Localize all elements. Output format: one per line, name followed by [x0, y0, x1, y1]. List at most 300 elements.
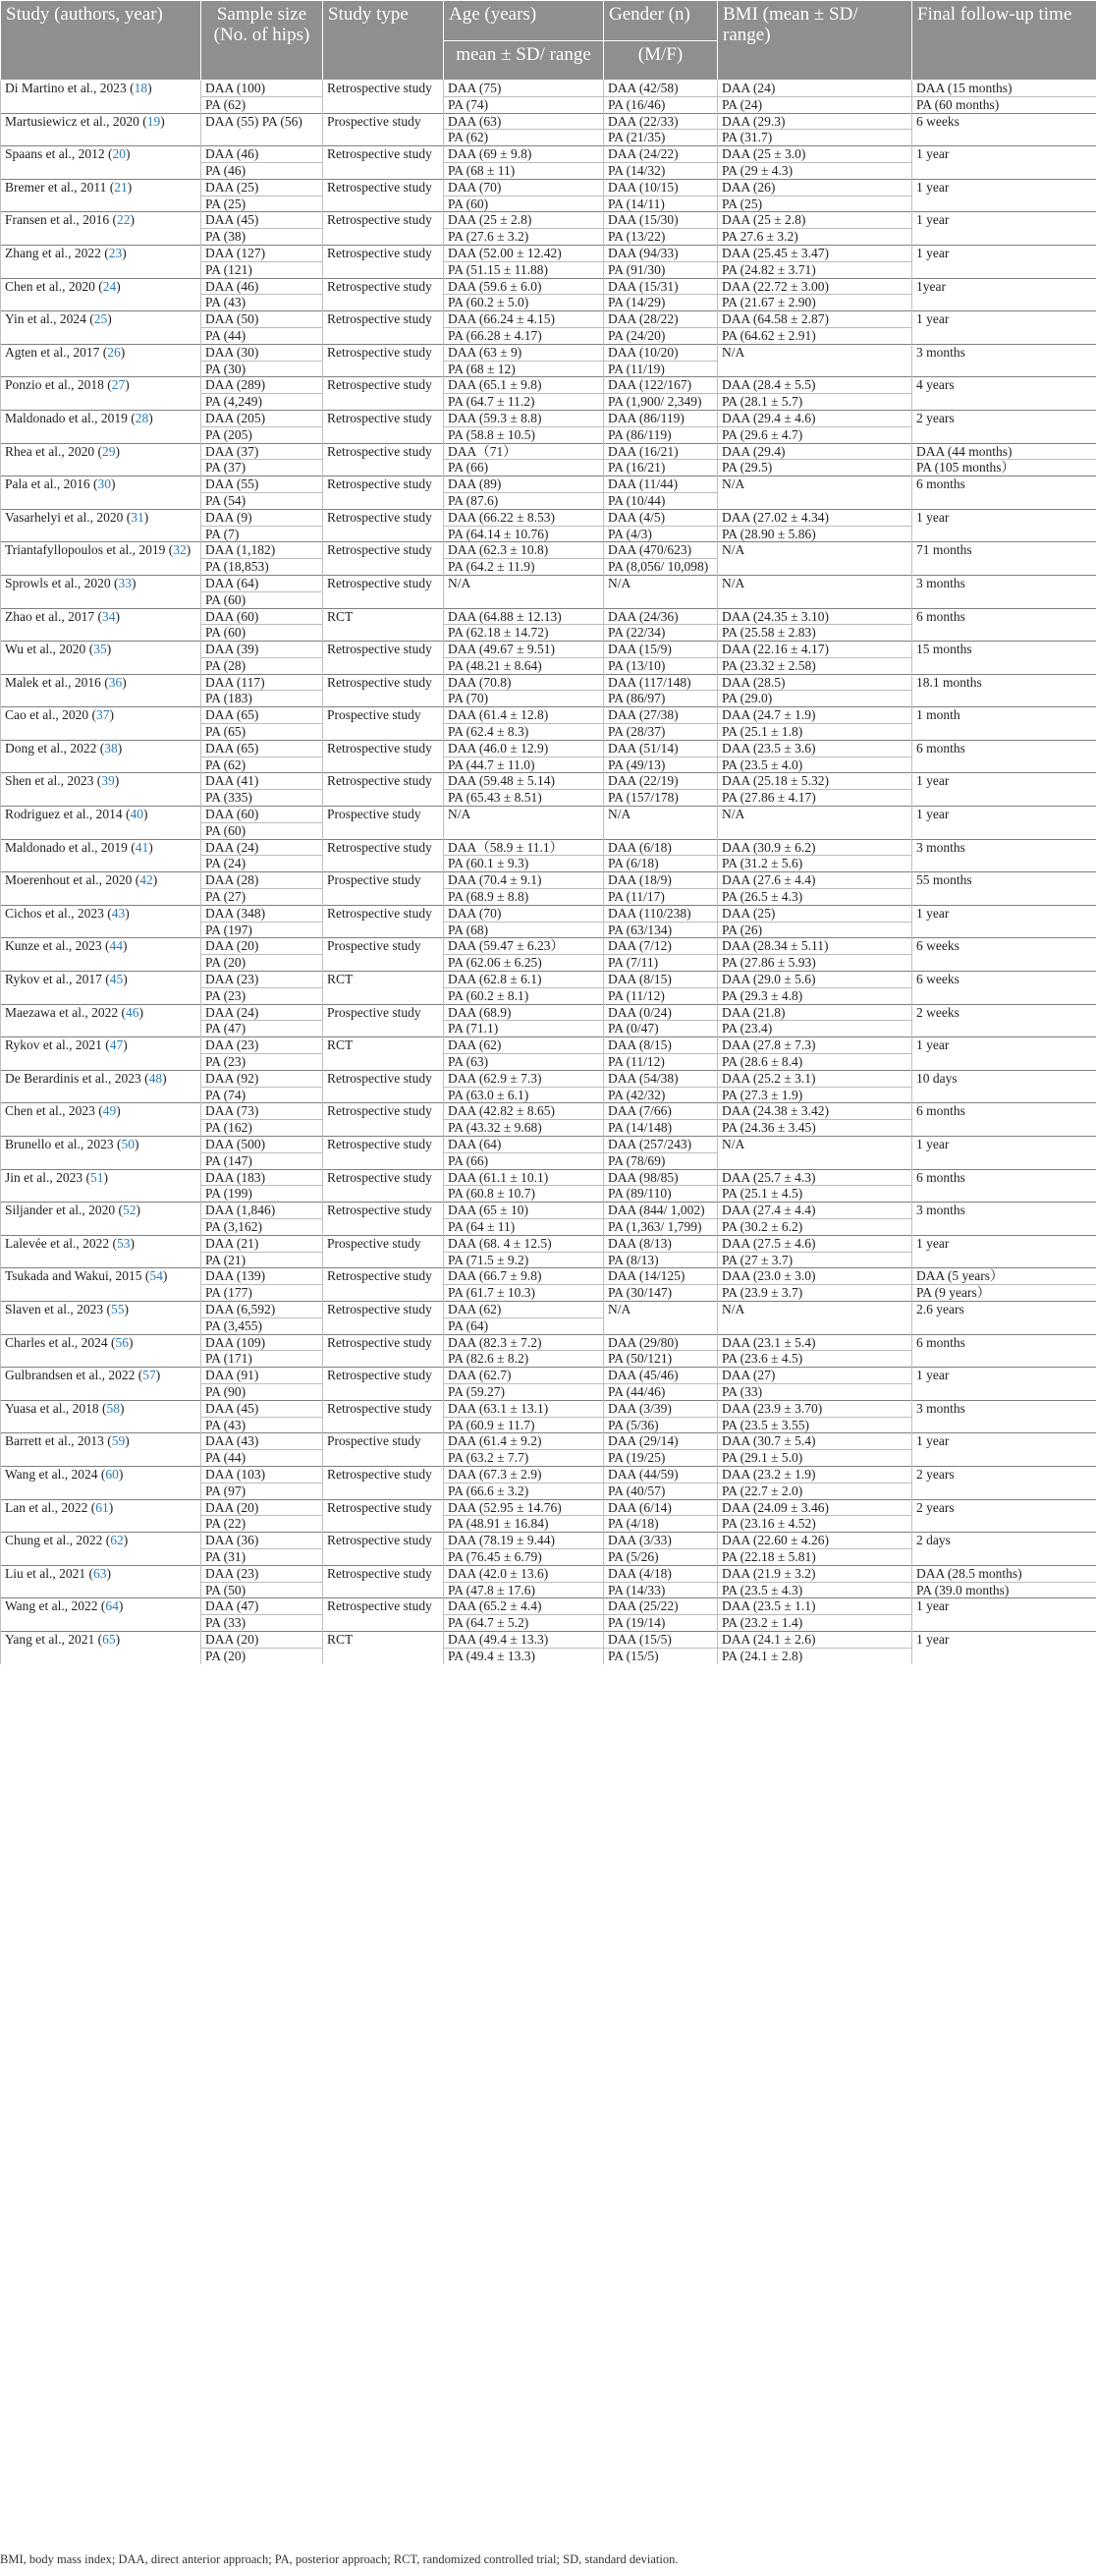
study-author: Ponzio et al., 2018 — [5, 377, 104, 393]
cell-sample-size: DAA (45) — [201, 212, 323, 229]
cell-bmi: PA (23.4) — [718, 1021, 912, 1037]
cell-age: PA (63.2 ± 7.7) — [444, 1450, 604, 1467]
header-gender: Gender (n) — [604, 1, 718, 41]
cell-sample-size: DAA (1,182) — [201, 542, 323, 559]
cell-gender: DAA (117/148) — [604, 674, 718, 691]
cell-age: DAA (61.4 ± 12.8) — [444, 707, 604, 724]
cell-followup: 1 year — [912, 905, 1096, 938]
cell-followup: DAA (28.5 months) — [912, 1565, 1096, 1582]
cell-gender: DAA (7/66) — [604, 1103, 718, 1120]
cell-bmi: DAA (23.9 ± 3.70) — [718, 1400, 912, 1417]
citation-link[interactable]: 31 — [131, 509, 144, 525]
cell-age: PA (60) — [444, 196, 604, 212]
cell-sample-size: PA (25) — [201, 196, 323, 212]
cell-followup: 1 year — [912, 807, 1096, 840]
cell-sample-size: PA (162) — [201, 1120, 323, 1137]
cell-sample-size: DAA (55) — [201, 476, 323, 493]
cell-bmi: PA (23.5 ± 4.0) — [718, 756, 912, 773]
cell-gender: PA (5/36) — [604, 1417, 718, 1433]
cell-study-type: Retrospective study — [323, 443, 444, 476]
citation-link[interactable]: 36 — [108, 674, 123, 690]
cell-sample-size: DAA (36) — [201, 1533, 323, 1549]
cell-followup: PA (105 months） — [912, 460, 1096, 476]
cell-study-type: Retrospective study — [323, 740, 444, 773]
citation-link[interactable]: 59 — [111, 1433, 126, 1449]
citation-link[interactable]: 60 — [105, 1466, 119, 1482]
cell-sample-size: PA (335) — [201, 790, 323, 807]
cell-bmi: PA (23.16 ± 4.52) — [718, 1516, 912, 1533]
cell-followup: 1 year — [912, 1235, 1096, 1268]
cell-gender: DAA (22/19) — [604, 773, 718, 790]
cell-bmi: PA (28.1 ± 5.7) — [718, 394, 912, 411]
table-row — [1, 278, 1096, 295]
cell-bmi: PA (28.6 ± 8.4) — [718, 1054, 912, 1071]
cell-sample-size: PA (60) — [201, 591, 323, 608]
cell-study-type: Prospective study — [323, 1433, 444, 1467]
cell-gender: DAA (122/167) — [604, 377, 718, 394]
cell-followup: 1 year — [912, 179, 1096, 212]
cell-study: Vasarhelyi et al., 2020 (31) — [1, 509, 201, 542]
cell-age: PA (64.2 ± 11.9) — [444, 559, 604, 576]
cell-bmi: PA (23.32 ± 2.58) — [718, 657, 912, 674]
cell-sample-size: PA (54) — [201, 492, 323, 509]
cell-gender: DAA (54/38) — [604, 1070, 718, 1087]
cell-age: DAA (70.8) — [444, 674, 604, 691]
study-author: Lalevée et al., 2022 — [5, 1235, 110, 1251]
citation-link[interactable]: 42 — [139, 872, 153, 888]
citation-link[interactable]: 34 — [101, 608, 116, 624]
cell-gender: DAA (24/22) — [604, 146, 718, 163]
cell-study: Pala et al., 2016 (30) — [1, 476, 201, 510]
cell-age: PA (62.18 ± 14.72) — [444, 625, 604, 642]
citation-link[interactable]: 23 — [108, 245, 123, 260]
cell-gender: PA (4/18) — [604, 1516, 718, 1533]
citation-link[interactable]: 43 — [111, 905, 126, 921]
citation-link[interactable]: 54 — [149, 1268, 163, 1284]
study-author: Kunze et al., 2023 — [5, 938, 102, 954]
study-author: Rykov et al., 2017 — [5, 972, 102, 987]
citation-link[interactable]: 30 — [97, 476, 111, 492]
cell-gender: DAA (6/18) — [604, 839, 718, 856]
citation-link[interactable]: 37 — [95, 707, 110, 723]
citation-link[interactable]: 62 — [110, 1533, 124, 1548]
cell-age: PA (71.1) — [444, 1021, 604, 1037]
cell-sample-size: DAA (47) — [201, 1598, 323, 1615]
study-author: Chung et al., 2022 — [5, 1533, 103, 1548]
citation-link[interactable]: 28 — [135, 410, 149, 425]
table-row — [1, 575, 1096, 591]
cell-study: Cao et al., 2020 (37) — [1, 707, 201, 741]
cell-age: PA (64.7 ± 5.2) — [444, 1615, 604, 1632]
cell-age: PA (44.7 ± 11.0) — [444, 756, 604, 773]
citation-link[interactable]: 35 — [93, 642, 107, 657]
cell-gender: PA (86/119) — [604, 426, 718, 443]
cell-sample-size: DAA (6,592) — [201, 1301, 323, 1317]
cell-gender: PA (16/46) — [604, 96, 718, 113]
cell-gender: PA (24/20) — [604, 327, 718, 344]
citation-link[interactable]: 58 — [106, 1400, 120, 1416]
citation-link[interactable]: 33 — [118, 575, 132, 590]
cell-gender: PA (8/13) — [604, 1252, 718, 1268]
header-age: Age (years) — [444, 1, 604, 41]
cell-study: Zhao et al., 2017 (34) — [1, 608, 201, 642]
cell-sample-size: PA (44) — [201, 1450, 323, 1467]
study-author: Maezawa et al., 2022 — [5, 1004, 119, 1020]
cell-age: PA (74) — [444, 96, 604, 113]
cell-sample-size: PA (18,853) — [201, 559, 323, 576]
cell-gender: PA (19/25) — [604, 1450, 718, 1467]
cell-age: PA (64.7 ± 11.2) — [444, 394, 604, 411]
cell-bmi: PA (29.0) — [718, 691, 912, 707]
cell-bmi: PA (25.1 ± 4.5) — [718, 1186, 912, 1203]
cell-bmi: N/A — [718, 807, 912, 840]
cell-followup: 2.6 years — [912, 1301, 1096, 1334]
header-gender-sub: (M/F) — [604, 41, 718, 81]
study-author: Dong et al., 2022 — [5, 740, 97, 756]
cell-study-type: RCT — [323, 1037, 444, 1071]
citation-link[interactable]: 25 — [93, 311, 108, 327]
cell-gender: PA (44/46) — [604, 1383, 718, 1400]
citation-link[interactable]: 20 — [112, 146, 126, 162]
table-row — [1, 938, 1096, 955]
table-row — [1, 542, 1096, 559]
cell-followup: 3 months — [912, 575, 1096, 608]
cell-study: Chen et al., 2023 (49) — [1, 1103, 201, 1137]
citation-link[interactable]: 24 — [102, 278, 117, 294]
cell-study-type: Retrospective study — [323, 1103, 444, 1137]
cell-bmi: DAA (21.8) — [718, 1004, 912, 1021]
cell-study-type: Retrospective study — [323, 81, 444, 114]
cell-gender: DAA (15/30) — [604, 212, 718, 229]
cell-bmi: PA (28.90 ± 5.86) — [718, 526, 912, 542]
citation-link[interactable]: 61 — [95, 1499, 109, 1515]
citation-link[interactable]: 52 — [122, 1203, 137, 1218]
cell-bmi: PA (23.5 ± 3.55) — [718, 1417, 912, 1433]
cell-study: Bremer et al., 2011 (21) — [1, 179, 201, 212]
cell-age: DAA（71） — [444, 443, 604, 460]
cell-followup: 6 weeks — [912, 972, 1096, 1005]
cell-age: DAA (62) — [444, 1037, 604, 1054]
cell-followup: 1 year — [912, 1433, 1096, 1467]
cell-followup: 1 year — [912, 212, 1096, 246]
citation-link[interactable]: 45 — [109, 972, 124, 987]
citation-link[interactable]: 57 — [142, 1368, 156, 1383]
cell-bmi: DAA (25 ± 3.0) — [718, 146, 912, 163]
cell-study: Lan et al., 2022 (61) — [1, 1499, 201, 1533]
cell-age: PA (60.1 ± 9.3) — [444, 856, 604, 872]
study-author: Wang et al., 2022 — [5, 1598, 98, 1614]
cell-age: PA (68) — [444, 922, 604, 938]
cell-age: PA (27.6 ± 3.2) — [444, 229, 604, 246]
cell-study: Yuasa et al., 2018 (58) — [1, 1400, 201, 1433]
citation-link[interactable]: 39 — [101, 773, 115, 789]
citation-link[interactable]: 27 — [111, 377, 126, 393]
cell-followup: PA (39.0 months) — [912, 1582, 1096, 1598]
cell-gender: DAA (4/18) — [604, 1565, 718, 1582]
study-author: Rhea et al., 2020 — [5, 443, 95, 459]
cell-age: PA (65.43 ± 8.51) — [444, 790, 604, 807]
cell-age: DAA (59.47 ± 6.23） — [444, 938, 604, 955]
study-author: Yuasa et al., 2018 — [5, 1400, 99, 1416]
cell-study: Siljander et al., 2020 (52) — [1, 1203, 201, 1236]
header-sample-size — [201, 1, 323, 81]
table-row — [1, 1169, 1096, 1186]
cell-bmi: DAA (27.6 ± 4.4) — [718, 872, 912, 889]
cell-followup: 1 year — [912, 509, 1096, 542]
cell-age: DAA (52.00 ± 12.42) — [444, 245, 604, 261]
study-author: Yang et al., 2021 — [5, 1631, 95, 1647]
cell-gender: N/A — [604, 807, 718, 840]
cell-followup: 1 year — [912, 773, 1096, 807]
cell-gender: PA (14/29) — [604, 295, 718, 311]
cell-sample-size: PA (20) — [201, 1648, 323, 1663]
cell-bmi: DAA (27.8 ± 7.3) — [718, 1037, 912, 1054]
cell-study: Moerenhout et al., 2020 (42) — [1, 872, 201, 906]
citation-link[interactable]: 63 — [92, 1565, 107, 1581]
cell-gender: DAA (25/22) — [604, 1598, 718, 1615]
citation-link[interactable]: 44 — [109, 938, 123, 954]
study-author: Maldonado et al., 2019 — [5, 839, 128, 855]
table-row — [1, 1400, 1096, 1417]
cell-study-type: Retrospective study — [323, 773, 444, 807]
cell-sample-size: PA (30) — [201, 361, 323, 377]
citation-link[interactable]: 21 — [114, 179, 128, 195]
citation-link[interactable]: 26 — [107, 344, 121, 360]
cell-age: DAA (42.82 ± 8.65) — [444, 1103, 604, 1120]
cell-age: PA (47.8 ± 17.6) — [444, 1582, 604, 1598]
cell-age: PA (66.28 ± 4.17) — [444, 327, 604, 344]
cell-age: DAA (64.88 ± 12.13) — [444, 608, 604, 625]
cell-sample-size: PA (3,162) — [201, 1218, 323, 1235]
header-age-sub: mean ± SD/ range — [444, 41, 604, 81]
cell-study-type: Retrospective study — [323, 377, 444, 411]
cell-followup: 1 year — [912, 311, 1096, 345]
cell-age: PA (66) — [444, 1152, 604, 1169]
cell-gender: PA (13/22) — [604, 229, 718, 246]
cell-sample-size: PA (97) — [201, 1483, 323, 1499]
cell-study: Rodriguez et al., 2014 (40) — [1, 807, 201, 840]
cell-study-type: Retrospective study — [323, 1466, 444, 1499]
cell-bmi: DAA (30.7 ± 5.4) — [718, 1433, 912, 1450]
cell-study-type: Retrospective study — [323, 1598, 444, 1632]
cell-study: Ponzio et al., 2018 (27) — [1, 377, 201, 411]
cell-study: Maldonado et al., 2019 (28) — [1, 410, 201, 443]
cell-gender: PA (6/18) — [604, 856, 718, 872]
citation-link[interactable]: 47 — [109, 1037, 124, 1053]
cell-age: PA (62.4 ± 8.3) — [444, 724, 604, 741]
study-author: Yin et al., 2024 — [5, 311, 86, 327]
citation-link[interactable]: 65 — [102, 1631, 116, 1647]
cell-sample-size: PA (62) — [201, 756, 323, 773]
table-row — [1, 1533, 1096, 1549]
cell-sample-size: DAA (24) — [201, 1004, 323, 1021]
cell-age: PA (66.6 ± 3.2) — [444, 1483, 604, 1499]
citation-link[interactable]: 48 — [148, 1070, 163, 1086]
cell-study: Maldonado et al., 2019 (41) — [1, 839, 201, 872]
cell-sample-size: PA (23) — [201, 1054, 323, 1071]
cell-gender: PA (11/12) — [604, 1054, 718, 1071]
study-author: Martusiewicz et al., 2020 — [5, 113, 139, 129]
cell-study: Malek et al., 2016 (36) — [1, 674, 201, 707]
citation-link[interactable]: 49 — [102, 1103, 117, 1119]
cell-bmi: PA (24.36 ± 3.45) — [718, 1120, 912, 1137]
cell-age: DAA (65.1 ± 9.8) — [444, 377, 604, 394]
table-row — [1, 1103, 1096, 1120]
header-sample-size-label: Sample size — [216, 4, 307, 25]
citation-link[interactable]: 53 — [116, 1235, 131, 1251]
cell-followup: PA (9 years） — [912, 1285, 1096, 1302]
cell-gender: DAA (10/20) — [604, 344, 718, 361]
cell-study: Spaans et al., 2012 (20) — [1, 146, 201, 180]
cell-gender: PA (14/32) — [604, 162, 718, 179]
cell-bmi: DAA (27.02 ± 4.34) — [718, 509, 912, 526]
cell-gender: DAA (110/238) — [604, 905, 718, 922]
cell-followup: 1 year — [912, 146, 1096, 180]
cell-sample-size: PA (183) — [201, 691, 323, 707]
citation-link[interactable]: 29 — [101, 443, 116, 459]
cell-bmi: DAA (27.4 ± 4.4) — [718, 1203, 912, 1219]
cell-sample-size: PA (21) — [201, 1252, 323, 1268]
cell-age: PA (68.9 ± 8.8) — [444, 889, 604, 906]
cell-followup: 6 months — [912, 1103, 1096, 1137]
cell-bmi: DAA (25 ± 2.8) — [718, 212, 912, 229]
study-author: Siljander et al., 2020 — [5, 1203, 116, 1218]
table-row — [1, 1466, 1096, 1483]
cell-age: DAA (65 ± 10) — [444, 1203, 604, 1219]
study-author: Chen et al., 2020 — [5, 278, 95, 294]
cell-gender: DAA (15/5) — [604, 1631, 718, 1648]
study-author: Zhang et al., 2022 — [5, 245, 101, 260]
table-row — [1, 972, 1096, 988]
citation-link[interactable]: 55 — [110, 1301, 125, 1316]
cell-bmi: DAA (29.0 ± 5.6) — [718, 972, 912, 988]
cell-study: Fransen et al., 2016 (22) — [1, 212, 201, 246]
cell-sample-size: DAA (24) — [201, 839, 323, 856]
cell-bmi: DAA (28.34 ± 5.11) — [718, 938, 912, 955]
cell-bmi: PA (25.58 ± 2.83) — [718, 625, 912, 642]
cell-sample-size: DAA (41) — [201, 773, 323, 790]
cell-followup: 3 months — [912, 1400, 1096, 1433]
cell-age: DAA (62.8 ± 6.1) — [444, 972, 604, 988]
cell-followup: 15 months — [912, 642, 1096, 675]
cell-gender: DAA (6/14) — [604, 1499, 718, 1516]
table-row — [1, 1631, 1096, 1648]
citation-link[interactable]: 56 — [115, 1334, 129, 1350]
cell-sample-size: PA (37) — [201, 460, 323, 476]
cell-sample-size: PA (177) — [201, 1285, 323, 1302]
cell-bmi: N/A — [718, 1137, 912, 1170]
cell-study-type: Retrospective study — [323, 146, 444, 180]
cell-bmi: DAA (23.1 ± 5.4) — [718, 1334, 912, 1351]
header-bmi: BMI (mean ± SD/ range) — [718, 1, 912, 81]
table-row — [1, 1004, 1096, 1021]
cell-age: DAA (62) — [444, 1301, 604, 1317]
cell-bmi: PA (23.5 ± 4.3) — [718, 1582, 912, 1598]
cell-gender: DAA (44/59) — [604, 1466, 718, 1483]
cell-sample-size: DAA (37) — [201, 443, 323, 460]
cell-study-type: RCT — [323, 1631, 444, 1663]
cell-age: DAA (70) — [444, 179, 604, 196]
cell-sample-size: DAA (21) — [201, 1235, 323, 1252]
cell-study-type: Prospective study — [323, 707, 444, 741]
cell-sample-size: DAA (100) — [201, 81, 323, 97]
cell-gender: PA (63/134) — [604, 922, 718, 938]
cell-study: Wang et al., 2022 (64) — [1, 1598, 201, 1632]
cell-gender: DAA (14/125) — [604, 1268, 718, 1285]
cell-age: PA (64) — [444, 1317, 604, 1334]
cell-sample-size: PA (199) — [201, 1186, 323, 1203]
cell-gender: PA (0/47) — [604, 1021, 718, 1037]
cell-bmi: DAA (25.18 ± 5.32) — [718, 773, 912, 790]
cell-bmi: N/A — [718, 344, 912, 377]
cell-age: PA (76.45 ± 6.79) — [444, 1548, 604, 1565]
cell-sample-size: DAA (20) — [201, 1499, 323, 1516]
citation-link[interactable]: 41 — [135, 839, 149, 855]
cell-age: PA (61.7 ± 10.3) — [444, 1285, 604, 1302]
cell-followup: 55 months — [912, 872, 1096, 906]
citation-link[interactable]: 19 — [146, 113, 161, 129]
cell-gender: DAA (27/38) — [604, 707, 718, 724]
citation-link[interactable]: 38 — [104, 740, 118, 756]
cell-age: PA (48.21 ± 8.64) — [444, 657, 604, 674]
cell-sample-size: PA (31) — [201, 1548, 323, 1565]
citation-link[interactable]: 40 — [130, 807, 143, 822]
cell-sample-size: PA (147) — [201, 1152, 323, 1169]
cell-followup: 3 months — [912, 344, 1096, 377]
cell-gender: PA (50/121) — [604, 1351, 718, 1368]
table-row — [1, 707, 1096, 724]
table-row — [1, 872, 1096, 889]
citation-link[interactable]: 22 — [116, 212, 131, 228]
cell-age: DAA (66.22 ± 8.53) — [444, 509, 604, 526]
cell-sample-size: PA (7) — [201, 526, 323, 542]
cell-sample-size: DAA (23) — [201, 972, 323, 988]
cell-study: Jin et al., 2023 (51) — [1, 1169, 201, 1203]
citation-link[interactable]: 64 — [105, 1598, 119, 1614]
cell-age: DAA (49.67 ± 9.51) — [444, 642, 604, 658]
cell-followup: 3 months — [912, 839, 1096, 872]
citation-link[interactable]: 50 — [121, 1137, 135, 1151]
citation-link[interactable]: 18 — [134, 81, 148, 95]
cell-sample-size: PA (23) — [201, 987, 323, 1004]
study-author: Moerenhout et al., 2020 — [5, 872, 133, 888]
citation-link[interactable]: 32 — [173, 542, 187, 558]
cell-age: PA (49.4 ± 13.3) — [444, 1648, 604, 1663]
cell-sample-size: DAA (60) — [201, 807, 323, 823]
table-row — [1, 1203, 1096, 1219]
cell-study-type: Retrospective study — [323, 1137, 444, 1170]
citation-link[interactable]: 51 — [90, 1169, 104, 1185]
study-author: Agten et al., 2017 — [5, 344, 100, 360]
cell-age: DAA (62.7) — [444, 1368, 604, 1384]
cell-sample-size: DAA (30) — [201, 344, 323, 361]
cell-followup: 6 months — [912, 1169, 1096, 1203]
cell-study-type: Prospective study — [323, 938, 444, 972]
table-row — [1, 443, 1096, 460]
cell-sample-size: PA (197) — [201, 922, 323, 938]
cell-age: PA (60.2 ± 5.0) — [444, 295, 604, 311]
cell-followup: 1year — [912, 278, 1096, 311]
cell-followup: 6 months — [912, 740, 1096, 773]
study-author: Wang et al., 2024 — [5, 1466, 98, 1482]
cell-age: PA (58.8 ± 10.5) — [444, 426, 604, 443]
cell-study-type: Retrospective study — [323, 1400, 444, 1433]
cell-sample-size: DAA (28) — [201, 872, 323, 889]
cell-age: DAA (42.0 ± 13.6) — [444, 1565, 604, 1582]
cell-sample-size: PA (62) — [201, 96, 323, 113]
table-row — [1, 509, 1096, 526]
citation-link[interactable]: 46 — [125, 1004, 139, 1020]
